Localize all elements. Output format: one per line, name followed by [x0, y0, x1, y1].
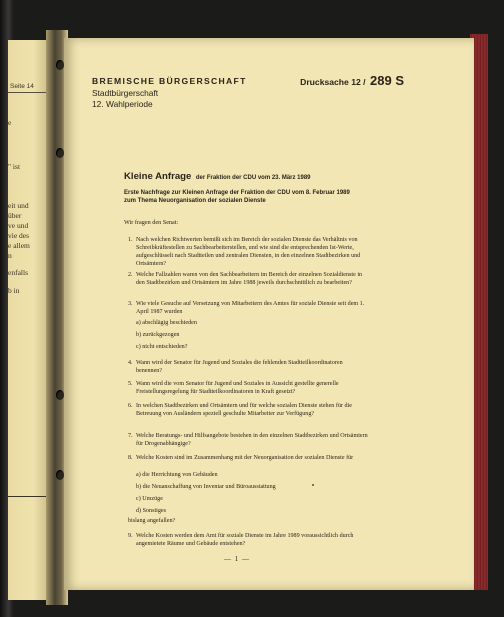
- question-number: 8.: [128, 455, 133, 461]
- question-8-option: c) Umzüge: [136, 496, 163, 502]
- question-text: Nach welchen Richtwerten bemißt sich im Bereich der sozialen Dienste das Verhältnis von Schreibkräftestellen zu Sachbearbeiterstellen, und wie sind die entsprechenden Ist-Werte, aufgeschlüsselt nach Stadtteilen und zentralen Diensten, in den einzelnen Stadtbezirken und Ortsämtern?: [136, 237, 361, 268]
- question-number: 7.: [128, 433, 133, 439]
- document-type: Kleine Anfrage: [124, 171, 192, 182]
- question-number: 6.: [128, 403, 133, 409]
- question-7: [128, 432, 368, 448]
- question-8-option: a) die Herrichtung von Gebäuden: [136, 472, 218, 478]
- subject-line: zum Thema Neuorganisation der sozialen Dienste: [124, 198, 266, 204]
- question-9: [128, 532, 368, 548]
- question-8-option: b) die Neuanschaffung von Inventar und Büroausstattung: [136, 484, 276, 490]
- question-text: Wie viele Gesuche auf Versetzung von Mitarbeitern des Amtes für soziale Dienste seit dem 1. April 1987 wurden: [136, 301, 365, 316]
- page-number: — 1 —: [224, 555, 250, 563]
- left-page-header-rule: [8, 92, 48, 93]
- question-text: Welche Kosten werden dem Amt für soziale Dienste im Jahre 1989 voraussichtlich durch angemietete Räume und Gebäude entstehen?: [136, 533, 354, 548]
- question-8: [128, 454, 368, 462]
- binder-ring: [56, 60, 64, 70]
- question-number: 9.: [128, 533, 133, 539]
- question-text: Wann wird die vom Senator für Jugend und Soziales in Aussicht gestellte generelle Freistellungsregelung für Stadtteilkoordinatoren in Kraft gesetzt?: [136, 381, 339, 396]
- legislative-period: 12. Wahlperiode: [92, 99, 153, 109]
- question-number: 5.: [128, 381, 133, 387]
- question-3-option: b) zurückgezogen: [136, 332, 180, 338]
- question-text: Welche Beratungs- und Hilfsangebote bestehen in den einzelnen Stadtbezirken und Ortsämtern für Drogenabhängige?: [136, 433, 368, 448]
- left-page-text-fragment: enfalls: [8, 268, 28, 277]
- drucksache-label: Drucksache 12 /: [300, 77, 366, 87]
- left-page-text-fragment: vie des: [8, 231, 30, 240]
- left-page: [8, 40, 50, 600]
- parliament-name: BREMISCHE BÜRGERSCHAFT: [92, 76, 247, 86]
- question-number: 2.: [128, 272, 133, 278]
- left-page-text-fragment: e: [8, 118, 12, 127]
- question-number: 4.: [128, 360, 133, 366]
- question-8-option: d) Sonstiges: [136, 508, 166, 514]
- question-1: [128, 236, 368, 268]
- paper-speck: [312, 484, 314, 486]
- question-3: [128, 300, 368, 316]
- document-page: [64, 38, 474, 590]
- document-subject: [124, 189, 364, 205]
- binder-ring: [56, 470, 64, 480]
- chamber-name: Stadtbürgerschaft: [92, 88, 159, 98]
- question-6: [128, 402, 368, 418]
- left-page-text-fragment: n: [8, 251, 12, 260]
- question-4: [128, 359, 368, 375]
- drucksache-number: [300, 72, 404, 90]
- question-3-option: c) nicht entschieden?: [136, 344, 188, 350]
- question-text: Wann wird der Senator für Jugend und Soziales die fehlenden Stadtteilkoordinatoren benennen?: [136, 360, 343, 375]
- question-3-option: a) abschlägig beschieden: [136, 320, 197, 326]
- question-number: 3.: [128, 301, 133, 307]
- left-page-text-fragment: b in: [8, 286, 20, 295]
- left-page-text-fragment: e allem: [8, 241, 30, 250]
- left-page-text-fragment: ve und: [8, 221, 29, 230]
- question-number: 1.: [128, 237, 133, 243]
- left-page-text-fragment: über: [8, 211, 22, 220]
- left-page-bottom-rule: [8, 496, 48, 497]
- left-page-text-fragment: eit und: [8, 201, 29, 210]
- left-page-text-fragment: " ist: [8, 162, 21, 171]
- question-2: [128, 271, 368, 287]
- question-text: Welche Fallzahlen waren von den Sachbearbeitern im Bereich der einzelnen Sozialdienste in den Stadtbezirken und Ortsämtern im Jahre 1988 jeweils durchschnittlich zu bearbeiten?: [136, 272, 363, 287]
- document-title: [124, 166, 311, 184]
- subject-line: Erste Nachfrage zur Kleinen Anfrage der Fraktion der CDU vom 8. Februar 1989: [124, 190, 350, 196]
- question-5: [128, 380, 368, 396]
- question-8-suffix: bislang angefallen?: [128, 518, 176, 524]
- binder-ring: [56, 390, 64, 400]
- intro-text: Wir fragen den Senat:: [124, 219, 179, 226]
- left-page-header: Seite 14: [10, 83, 34, 90]
- question-text: In welchen Stadtbezirken und Ortsämtern und für welche sozialen Dienste stehen für die Betreuung von Ausländern speziell geschulte Mitarbeiter zur Verfügung?: [136, 403, 352, 418]
- document-meta: der Fraktion der CDU vom 23. März 1989: [195, 175, 311, 181]
- drucksache-value: 289 S: [370, 73, 404, 88]
- question-text: Welche Kosten sind im Zusammenhang mit der Neuorganisation der sozialen Dienste für: [136, 455, 354, 461]
- binder-ring: [56, 148, 64, 158]
